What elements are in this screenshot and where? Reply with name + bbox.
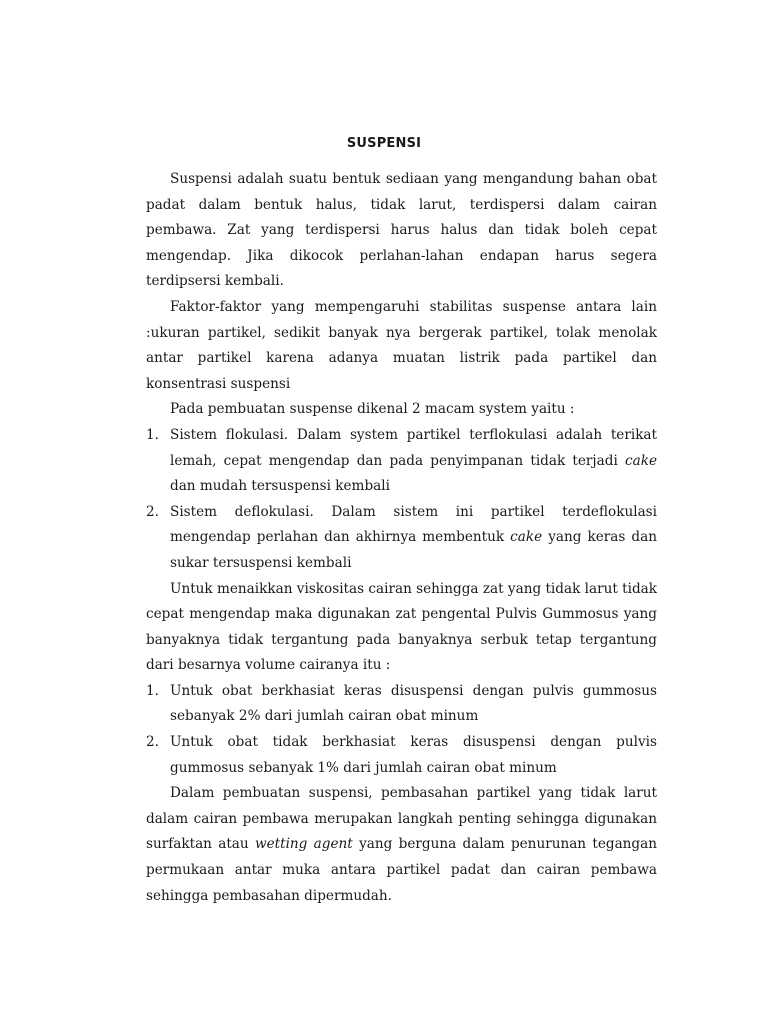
list-number: 1.: [146, 682, 159, 699]
paragraph-viscosity: Untuk menaikkan viskositas cairan sehingga zat yang tidak larut tidak cepat mengendap maka digunakan zat pengental Pulvis Gummosus yang banyaknya tidak tergantung pada banyaknya serbuk tetap tergantung dari besarnya volume cairanya itu :: [146, 580, 657, 674]
list-number: 2.: [146, 734, 159, 751]
list-text: yang keras dan sukar tersuspensi kembali: [170, 529, 657, 571]
list-number: 2.: [146, 503, 159, 520]
list-text: Sistem deflokulasi. Dalam sistem ini partikel terdeflokulasi mengendap perlahan dan akhirnya membentuk: [170, 503, 657, 546]
paragraph-stability-factors: Faktor-faktor yang mempengaruhi stabilitas suspense antara lain :ukuran partikel, sedikit banyak nya bergerak partikel, tolak menolak antar partikel karena adanya muatan listrik pada partikel dan konsentrasi suspensi: [146, 298, 657, 392]
list-item: [146, 500, 657, 577]
document-body: [146, 167, 657, 909]
dosage-list: [146, 679, 657, 781]
list-emphasis: cake: [625, 452, 657, 469]
list-text: Untuk obat tidak berkhasiat keras disuspensi dengan pulvis gummosus sebanyak 1% dari jumlah cairan obat minum: [170, 734, 657, 776]
system-list: [146, 423, 657, 577]
list-item: [146, 730, 657, 781]
list-text: Sistem flokulasi. Dalam system partikel terflokulasi adalah terikat lemah, cepat mengendap dan pada penyimpanan tidak terjadi: [170, 426, 657, 469]
paragraph-emphasis: wetting agent: [254, 836, 353, 853]
list-emphasis: cake: [510, 529, 543, 546]
list-text: dan mudah tersuspensi kembali: [170, 478, 390, 495]
paragraph-definition: Suspensi adalah suatu bentuk sediaan yang mengandung bahan obat padat dalam bentuk halus, tidak larut, terdispersi dalam cairan pembawa. Zat yang terdispersi harus halus dan tidak boleh cepat mengendap. Jika dikocok perlahan-lahan endapan harus segera terdipsersi kembali.: [146, 171, 657, 290]
list-text: Untuk obat berkhasiat keras disuspensi dengan pulvis gummosus sebanyak 2% dari jumlah cairan obat minum: [170, 682, 657, 725]
page-title: SUSPENSI: [346, 136, 422, 151]
list-item: [146, 679, 657, 730]
paragraph-wetting: [146, 781, 657, 909]
paragraph-system-intro: Pada pembuatan suspense dikenal 2 macam system yaitu :: [170, 401, 575, 418]
list-item: [146, 423, 657, 500]
paragraph-text: yang berguna dalam penurunan tegangan permukaan antar muka antara partikel padat dan cairan pembawa sehingga pembasahan dipermudah.: [146, 836, 657, 904]
list-number: 1.: [146, 426, 159, 443]
paragraph-text: Dalam pembuatan suspensi, pembasahan partikel yang tidak larut dalam cairan pembawa merupakan langkah penting sehingga digunakan surfaktan atau: [146, 785, 657, 853]
